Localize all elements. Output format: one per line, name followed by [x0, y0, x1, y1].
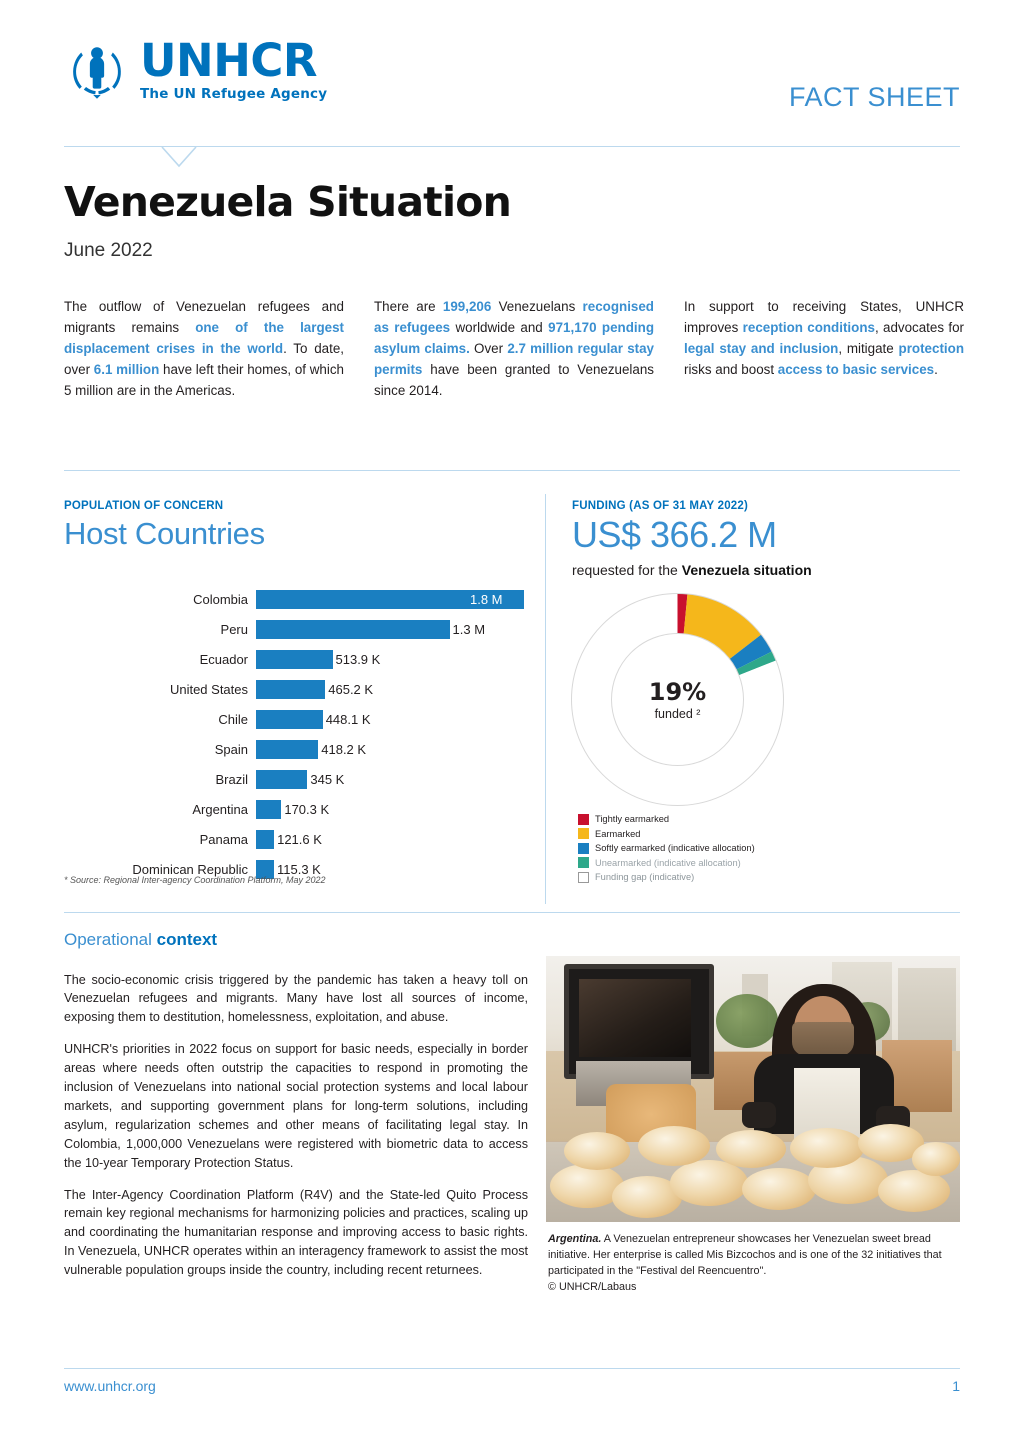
bar-value-label: 513.9 K	[335, 651, 381, 667]
page-header	[0, 0, 1024, 150]
body-text: In support to receiving States, UNHCR improves	[684, 299, 964, 336]
funding-donut-chart	[570, 592, 785, 807]
bar-chart-row	[64, 734, 524, 764]
bar-category-label: Chile	[218, 711, 248, 727]
photo-bread	[878, 1170, 950, 1212]
legend-item	[578, 841, 755, 856]
bar-category-label: Argentina	[192, 801, 248, 817]
bar-track	[256, 794, 524, 824]
bar-value-label: 418.2 K	[321, 741, 367, 757]
body-text: worldwide and	[450, 320, 549, 336]
donut-center-label	[570, 592, 785, 807]
bar-category-label: Ecuador	[199, 651, 248, 667]
photo-bread	[912, 1142, 960, 1176]
caption-credit: © UNHCR/Labaus	[548, 1280, 637, 1293]
bar-track	[256, 614, 524, 644]
footer-website[interactable]: www.unhcr.org	[64, 1378, 156, 1394]
caption-text: A Venezuelan entrepreneur showcases her Venezuelan sweet bread initiative. Her enterprise is called Mis Bizcochos and is one of the 32 initiatives that participated in the "Festival del Reencuentro".	[548, 1233, 942, 1277]
legend-label: Funding gap (indicative)	[595, 872, 695, 883]
bar-track	[256, 734, 524, 764]
bar-category-label: Peru	[220, 621, 248, 637]
legend-label: Tightly earmarked	[595, 814, 670, 825]
population-section-label: POPULATION OF CONCERN	[64, 500, 224, 512]
header-divider	[64, 146, 960, 147]
photo-bread	[564, 1132, 630, 1170]
highlight-text: protection	[898, 341, 964, 357]
operational-heading-bold: context	[156, 930, 218, 949]
operational-context-heading	[64, 930, 217, 950]
bar-category-label: Panama	[199, 831, 248, 847]
chart-source-note: * Source: Regional Inter-agency Coordination Platform, May 2022	[64, 875, 326, 885]
body-text: . To date, over	[64, 341, 344, 378]
highlight-text: 971,170 pending asylum claims.	[374, 320, 654, 357]
funding-requested-bold: Venezuela situation	[681, 562, 812, 578]
bar-chart-row	[64, 824, 524, 854]
funding-legend	[578, 812, 755, 885]
chevron-down-icon	[160, 146, 198, 168]
photo-face-mask	[792, 1022, 854, 1056]
bar-chart-row	[64, 704, 524, 734]
bar-chart-row	[64, 614, 524, 644]
bar-fill	[256, 650, 333, 669]
bar-value-label: 448.1 K	[325, 711, 371, 727]
intro-column-3	[684, 296, 964, 401]
section-divider-top	[64, 470, 960, 471]
funding-section	[572, 500, 964, 578]
intro-column-1	[64, 296, 344, 401]
section-divider-vertical	[545, 494, 546, 904]
bar-fill	[256, 770, 307, 789]
intro-column-2	[374, 296, 654, 401]
population-section	[64, 500, 524, 552]
funding-section-label: FUNDING (AS OF 31 MAY 2022)	[572, 500, 749, 512]
legend-color-swatch	[578, 828, 589, 839]
legend-item	[578, 856, 755, 871]
bar-track	[256, 674, 524, 704]
bar-chart-row	[64, 674, 524, 704]
body-text: There are	[374, 299, 443, 314]
logo-wordmark: UNHCR	[140, 34, 318, 88]
caption-location: Argentina.	[548, 1233, 602, 1245]
operational-heading-light: Operational	[64, 930, 157, 949]
bar-value-label: 1.3 M	[452, 621, 486, 637]
bar-category-label: Colombia	[193, 591, 248, 607]
bar-category-label: Dominican Republic	[132, 861, 248, 877]
bar-track	[256, 644, 524, 674]
photo-caption	[548, 1232, 960, 1296]
bar-value-label: 170.3 K	[284, 801, 330, 817]
page-title: Venezuela Situation	[64, 178, 511, 226]
bar-value-label: 345 K	[310, 771, 345, 787]
population-section-title: Host Countries	[64, 516, 265, 551]
funding-requested-line	[572, 562, 964, 578]
document-type-label: FACT SHEET	[788, 82, 960, 112]
body-text: , mitigate	[838, 341, 899, 357]
body-text: The outflow of Venezuelan refugees and migrants remains	[64, 299, 344, 336]
photo-bread	[742, 1168, 816, 1210]
highlight-text: 2.7 million regular stay permits	[374, 341, 654, 378]
funding-amount: US$ 366.2 M	[572, 514, 777, 555]
unhcr-logo	[64, 34, 328, 104]
legend-color-swatch	[578, 872, 589, 883]
bar-fill	[256, 830, 274, 849]
section-divider-bottom	[64, 912, 960, 913]
bar-category-label: United States	[169, 681, 248, 697]
host-countries-bar-chart	[64, 584, 524, 884]
highlight-text: one of the largest displacement crises in the world	[64, 320, 344, 357]
funding-percent: 19%	[648, 678, 707, 706]
highlight-text: legal stay and inclusion	[684, 341, 839, 357]
bar-chart-row	[64, 584, 524, 614]
funding-percent-sub: funded ²	[654, 707, 701, 721]
intro-columns	[64, 296, 964, 401]
photo-oven-glass	[579, 979, 691, 1057]
bar-category-label: Brazil	[215, 771, 248, 787]
bar-fill	[256, 680, 325, 699]
highlight-text: 199,206	[442, 299, 492, 314]
highlight-text: access to basic services	[777, 362, 935, 378]
bar-fill	[256, 740, 318, 759]
photo-argentina-entrepreneur	[546, 956, 960, 1222]
photo-bread-pile	[546, 1124, 960, 1222]
operational-paragraph: The Inter-Agency Coordination Platform (R4V) and the State-led Quito Process remain key regional mechanisms for harmonizing policies and practices, scaling up and coordinating the humanitarian response and improving access to basic rights. In Venezuela, UNHCR operates within an interagency framework to assist the most vulnerable population groups inside the country, including recent returnees.	[64, 1187, 528, 1278]
body-text: .	[934, 362, 938, 378]
body-text: Venezuelans	[491, 299, 583, 314]
bar-fill	[256, 710, 323, 729]
operational-paragraph: The socio-economic crisis triggered by the pandemic has taken a heavy toll on Venezuelan refugees and migrants. Many have lost all sources of income, exposing them to destitution, homelessness, exploitation, and abuse.	[64, 972, 528, 1025]
body-text: , advocates for	[874, 320, 964, 336]
bar-value-label: 1.8 M	[470, 591, 503, 607]
legend-color-swatch	[578, 814, 589, 825]
bar-chart-row	[64, 644, 524, 674]
body-text: have been granted to Venezuelans since 2014.	[374, 362, 654, 399]
funding-requested-prefix: requested for the	[572, 562, 682, 578]
highlight-text: reception conditions	[742, 320, 875, 336]
legend-color-swatch	[578, 843, 589, 854]
operational-context-body	[64, 958, 528, 1293]
highlight-text: recognised as refugees	[374, 299, 654, 336]
bar-fill	[256, 620, 450, 639]
highlight-text: 6.1 million	[93, 362, 160, 378]
bar-category-label: Spain	[214, 741, 248, 757]
photo-bread	[790, 1128, 864, 1168]
bar-track	[256, 584, 524, 614]
bar-chart-row	[64, 794, 524, 824]
logo-tagline: The UN Refugee Agency	[140, 85, 328, 102]
bar-track	[256, 704, 524, 734]
bar-track	[256, 824, 524, 854]
body-text: risks and boost	[684, 362, 778, 378]
unhcr-emblem-icon	[64, 38, 130, 104]
bar-chart-row	[64, 764, 524, 794]
body-text: have left their homes, of which 5 million are in the Americas.	[64, 362, 344, 399]
operational-paragraph: UNHCR's priorities in 2022 focus on support for basic needs, especially in border areas where needs often outstrip the capacities to respond in promoting the inclusion of Venezuelans into national social protection systems and local labour markets, and supporting government plans for long-term solutions, including asylum, regularization schemes and other means of facilitating legal stay. In Colombia, 1,000,000 Venezuelans were registered with biometric data to access the 10-year Temporary Protection Status.	[64, 1042, 528, 1170]
body-text: Over	[469, 341, 508, 357]
photo-tree	[716, 994, 778, 1048]
legend-label: Earmarked	[595, 828, 641, 839]
page-date: June 2022	[64, 240, 153, 261]
legend-color-swatch	[578, 857, 589, 868]
legend-item	[578, 827, 755, 842]
footer-divider	[64, 1368, 960, 1369]
bar-value-label: 121.6 K	[277, 831, 322, 847]
legend-label: Softly earmarked (indicative allocation)	[595, 843, 755, 854]
photo-bread	[670, 1160, 748, 1206]
bar-track	[256, 764, 524, 794]
bar-fill	[256, 800, 281, 819]
bar-value-label: 465.2 K	[328, 681, 374, 697]
legend-item	[578, 812, 755, 827]
photo-bread	[638, 1126, 710, 1166]
legend-item	[578, 870, 755, 885]
bar-value-label: 115.3 K	[277, 861, 321, 877]
footer-page-number: 1	[952, 1378, 960, 1394]
photo-bread	[716, 1130, 786, 1168]
legend-label: Unearmarked (indicative allocation)	[595, 857, 741, 868]
